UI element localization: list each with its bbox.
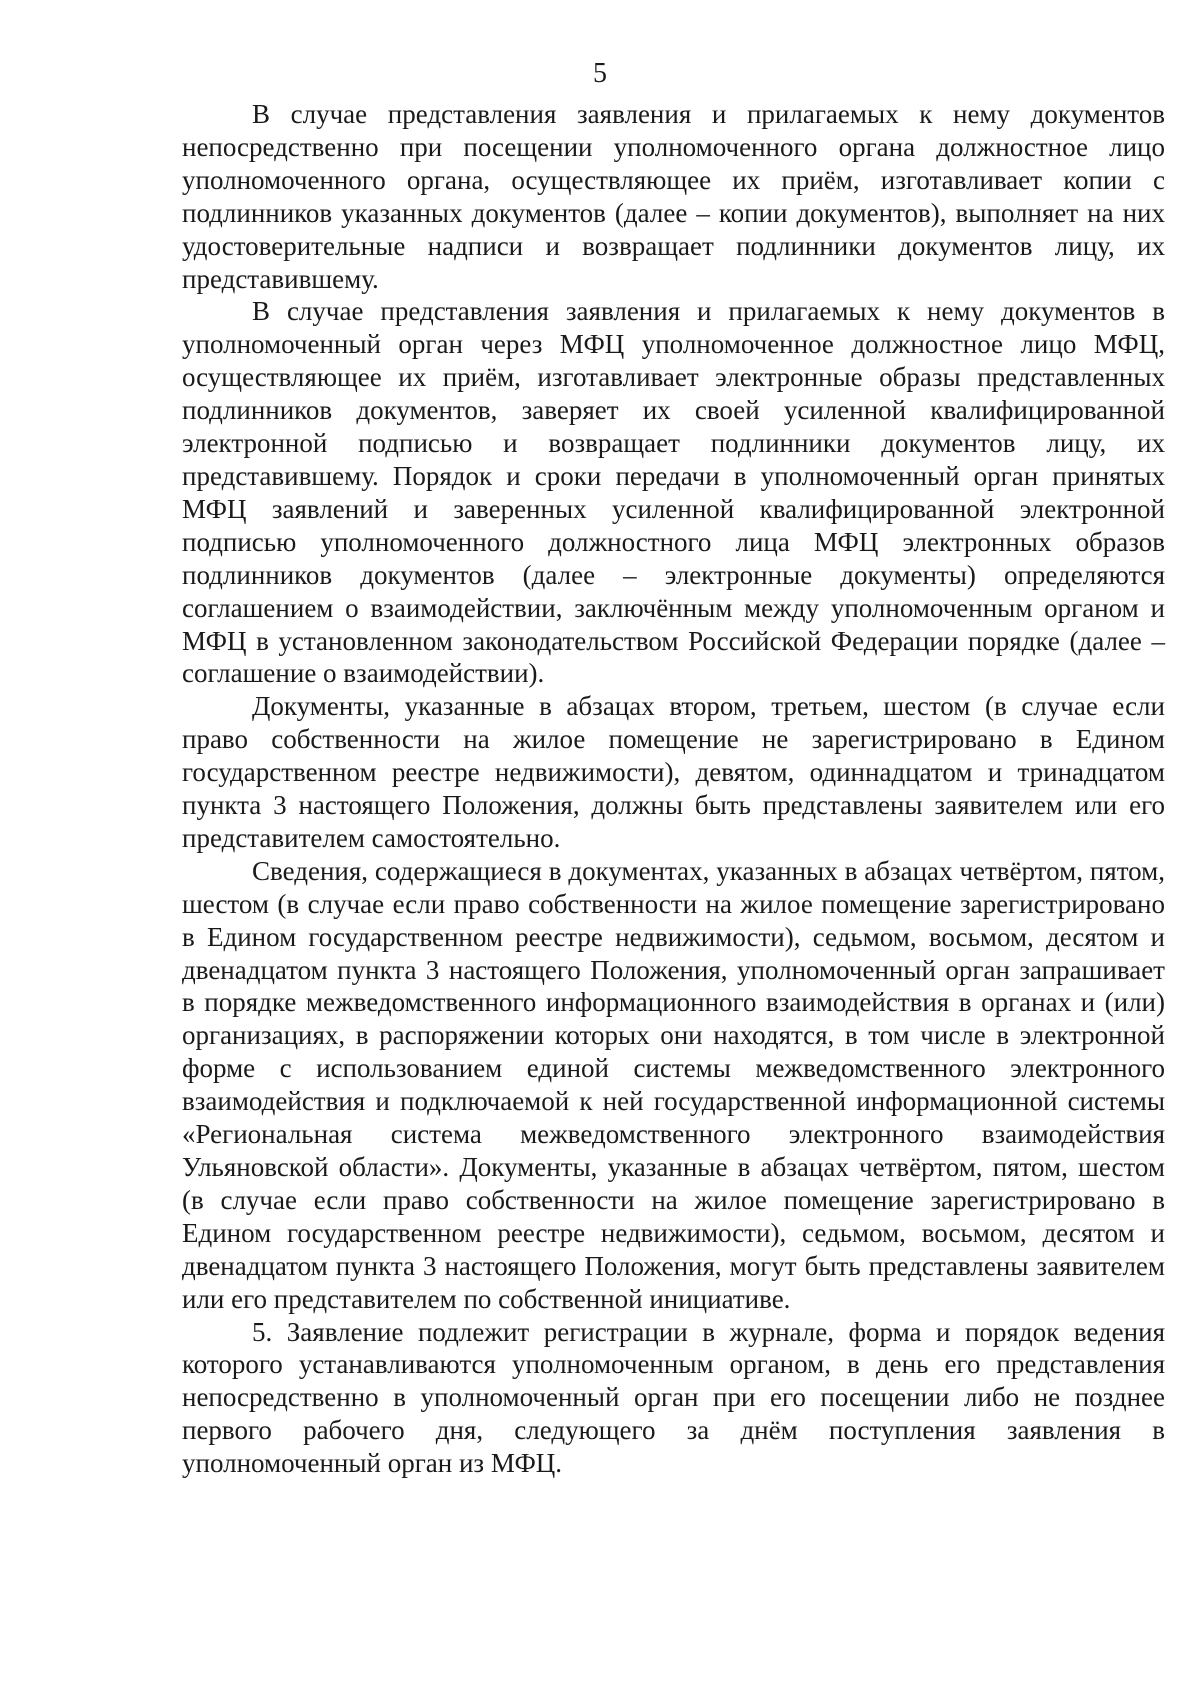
paragraph-mfc-electronic-images: В случае представления заявления и прилагаемых к нему документов в уполномоченный орган через МФЦ уполномоченное должностное лицо МФЦ, осуществляющее их приём, изготавливает электронные образы представленных подлинников документов, заверяет их своей усиленной квалифицированной электронной подписью и возвращает подлинники документов лицу, их представившему. Порядок и сроки передачи в уполномоченный орган принятых МФЦ заявлений и заверенных усиленной квалифицированной электронной подписью уполномоченного должностного лица МФЦ электронных образов подлинников документов (далее – электронные документы) определяются соглашением о взаимодействии, заключённым между уполномоченным органом и МФЦ в установленном законодательством Российской Федерации порядке (далее – соглашение о взаимодействии).	[182, 296, 1165, 689]
document-body	[182, 98, 1165, 1480]
paragraph-copies-at-visit: В случае представления заявления и прилагаемых к нему документов непосредственно при посещении уполномоченного органа должностное лицо уполномоченного органа, осуществляющее их приём, изготавливает копии с подлинников указанных документов (далее – копии документов), выполняет на них удостоверительные надписи и возвращает подлинники документов лицу, их представившему.	[182, 99, 1165, 294]
paragraph-clause-5-registration: 5. Заявление подлежит регистрации в журнале, форма и порядок ведения которого устанавливаются уполномоченным органом, в день его представления непосредственно в уполномоченный орган при его посещении либо не позднее первого рабочего дня, следующего за днём поступления заявления в уполномоченный орган из МФЦ.	[182, 1316, 1165, 1479]
page-number: 5	[593, 58, 607, 89]
paragraph-documents-submitted-independently: Документы, указанные в абзацах втором, третьем, шестом (в случае если право собственности на жилое помещение не зарегистрировано в Едином государственном реестре недвижимости), девятом, одиннадцатом и тринадцатом пункта 3 настоящего Положения, должны быть представлены заявителем или его представителем самостоятельно.	[182, 691, 1165, 853]
paragraph-interagency-requests: Сведения, содержащиеся в документах, указанных в абзацах четвёртом, пятом, шестом (в случае если право собственности на жилое помещение зарегистрировано в Едином государственном реестре недвижимости), седьмом, восьмом, десятом и двенадцатом пункта 3 настоящего Положения, уполномоченный орган запрашивает в порядке межведомственного информационного взаимодействия в органах и (или) организациях, в распоряжении которых они находятся, в том числе в электронной форме с использованием единой системы межведомственного электронного взаимодействия и подключаемой к ней государственной информационной системы «Региональная система межведомственного электронного взаимодействия Ульяновской области». Документы, указанные в абзацах четвёртом, пятом, шестом (в случае если право собственности на жилое помещение зарегистрировано в Едином государственном реестре недвижимости), седьмом, восьмом, десятом и двенадцатом пункта 3 настоящего Положения, могут быть представлены заявителем или его представителем по собственной инициативе.	[182, 855, 1165, 1314]
